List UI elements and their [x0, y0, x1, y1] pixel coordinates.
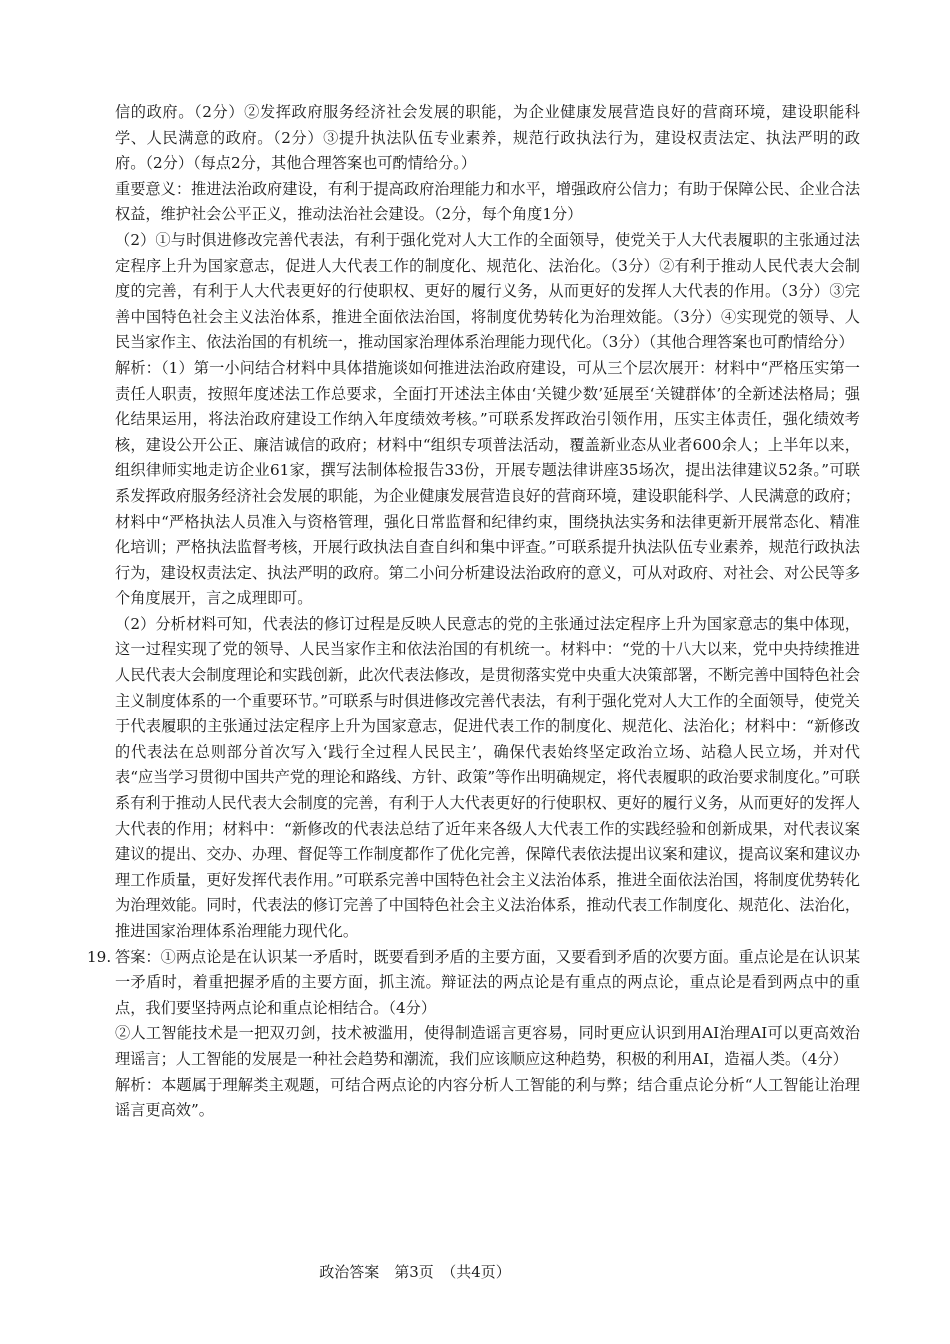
question-19 — [87, 945, 860, 1124]
q19-analysis: 解析：本题属于理解类主观题，可结合两点论的内容分析人工智能的利与弊；结合重点论分析“人工智能让治理谣言更高效”。 — [115, 1075, 860, 1120]
page-footer — [0, 1261, 950, 1283]
paragraph-q18-part1-measures: 信的政府。（2分）②发挥政府服务经济社会发展的职能，为企业健康发展营造良好的营商环境，建设职能科学、人民满意的政府。（2分）③提升执法队伍专业素养，规范行政执法行为，建设权责法定、执法严明的政府。（2分）（每点2分，其他合理答案也可酌情给分。） — [115, 103, 860, 173]
paragraph-q18-part1-significance: 重要意义：推进法治政府建设，有利于提高政府治理能力和水平，增强政府公信力；有助于保障公民、企业合法权益，维护社会公平正义，推动法治社会建设。（2分，每个角度1分） — [115, 179, 860, 224]
paragraph-q18-analysis-1: 解析：（1）第一小问结合材料中具体措施谈如何推进法治政府建设，可从三个层次展开：材料中“严格压实第一责任人职责，按照年度述法工作总要求，全面打开述法主体由‘关键少数’延展至‘关键群体’的全新述法格局；强化结果运用，将法治政府建设工作纳入年度绩效考核。”可联系发挥政治引领作用，压实主体责任，强化绩效考核，建设公开公正、廉洁诚信的政府；材料中“组织专项普法活动，覆盖新业态从业者600余人；上半年以来，组织律师实地走访企业61家，撰写法制体检报告33份，开展专题法律讲座35场次，提出法律建议52条。”可联系发挥政府服务经济社会发展的职能，为企业健康发展营造良好的营商环境，建设职能科学、人民满意的政府；材料中“严格执法人员准入与资格管理，强化日常监督和纪律约束，围绕执法实务和法律更新开展常态化、精准化培训；严格执法监督考核，开展行政执法自查自纠和集中评查。”可联系提升执法队伍专业素养，规范行政执法行为，建设权责法定、执法严明的政府。第二小问分析建设法治政府的意义，可从对政府、对社会、对公民等多个角度展开，言之成理即可。 — [115, 358, 860, 608]
q19-answer-part1: 答案：①两点论是在认识某一矛盾时，既要看到矛盾的主要方面，又要看到矛盾的次要方面。重点论是在认识某一矛盾时，着重把握矛盾的主要方面，抓主流。辩证法的两点论是有重点的两点论，重点论是看到两点中的重点，我们要坚持两点论和重点论相结合。（4分） — [115, 947, 860, 1017]
answer-content — [87, 100, 860, 1124]
q19-answer-part2: ②人工智能技术是一把双刃剑，技术被滥用，使得制造谣言更容易，同时更应认识到用AI治理AI可以更高效治理谣言；人工智能的发展是一种社会趋势和潮流，我们应该顺应这种趋势，积极的利用AI，造福人类。（4分） — [115, 1024, 860, 1068]
question-number: 19. — [87, 947, 112, 966]
paragraph-q18-part2-answer: （2）①与时俱进修改完善代表法，有利于强化党对人大工作的全面领导，使党关于人大代表履职的主张通过法定程序上升为国家意志，促进人大代表工作的制度化、规范化、法治化。（3分）②有利于推动人民代表大会制度的完善，有利于人大代表更好的行使职权、更好的履行义务，从而更好的发挥人大代表的作用。（3分）③完善中国特色社会主义法治体系，推进全面依法治国，将制度优势转化为治理效能。（3分）④实现党的领导、人民当家作主、依法治国的有机统一，推动国家治理体系治理能力现代化。（3分）（其他合理答案也可酌情给分） — [115, 230, 860, 352]
footer-text: 政治答案 第3页 （共4页） — [319, 1263, 511, 1281]
paragraph-q18-analysis-2: （2）分析材料可知，代表法的修订过程是反映人民意志的党的主张通过法定程序上升为国家意志的集中体现，这一过程实现了党的领导、人民当家作主和依法治国的有机统一。材料中：“党的十八大以来，党中央持续推进人民代表大会制度理论和实践创新，此次代表法修改，是贯彻落实党中央重大决策部署，不断完善中国特色社会主义制度体系的一个重要环节。”可联系与时俱进修改完善代表法，有利于强化党对人大工作的全面领导，使党关于代表履职的主张通过法定程序上升为国家意志，促进代表工作的制度化、规范化、法治化；材料中：“新修改的代表法在总则部分首次写入‘践行全过程人民民主’，确保代表始终坚定政治立场、站稳人民立场，并对代表“应当学习贯彻中国共产党的理论和路线、方针、政策”等作出明确规定，将代表履职的政治要求制度化。”可联系有利于推动人民代表大会制度的完善，有利于人大代表更好的行使职权、更好的履行义务，从而更好的发挥人大代表的作用；材料中：“新修改的代表法总结了近年来各级人大代表工作的实践经验和创新成果，对代表议案建议的提出、交办、办理、督促等工作制度都作了优化完善，保障代表依法提出议案和建议，提高议案和建议办理工作质量，更好发挥代表作用。”可联系完善中国特色社会主义法治体系，推进全面依法治国，将制度优势转化为治理效能。同时，代表法的修订完善了中国特色社会主义法治体系，推动代表工作制度化、规范化、法治化，推进国家治理体系治理能力现代化。 — [115, 614, 860, 940]
